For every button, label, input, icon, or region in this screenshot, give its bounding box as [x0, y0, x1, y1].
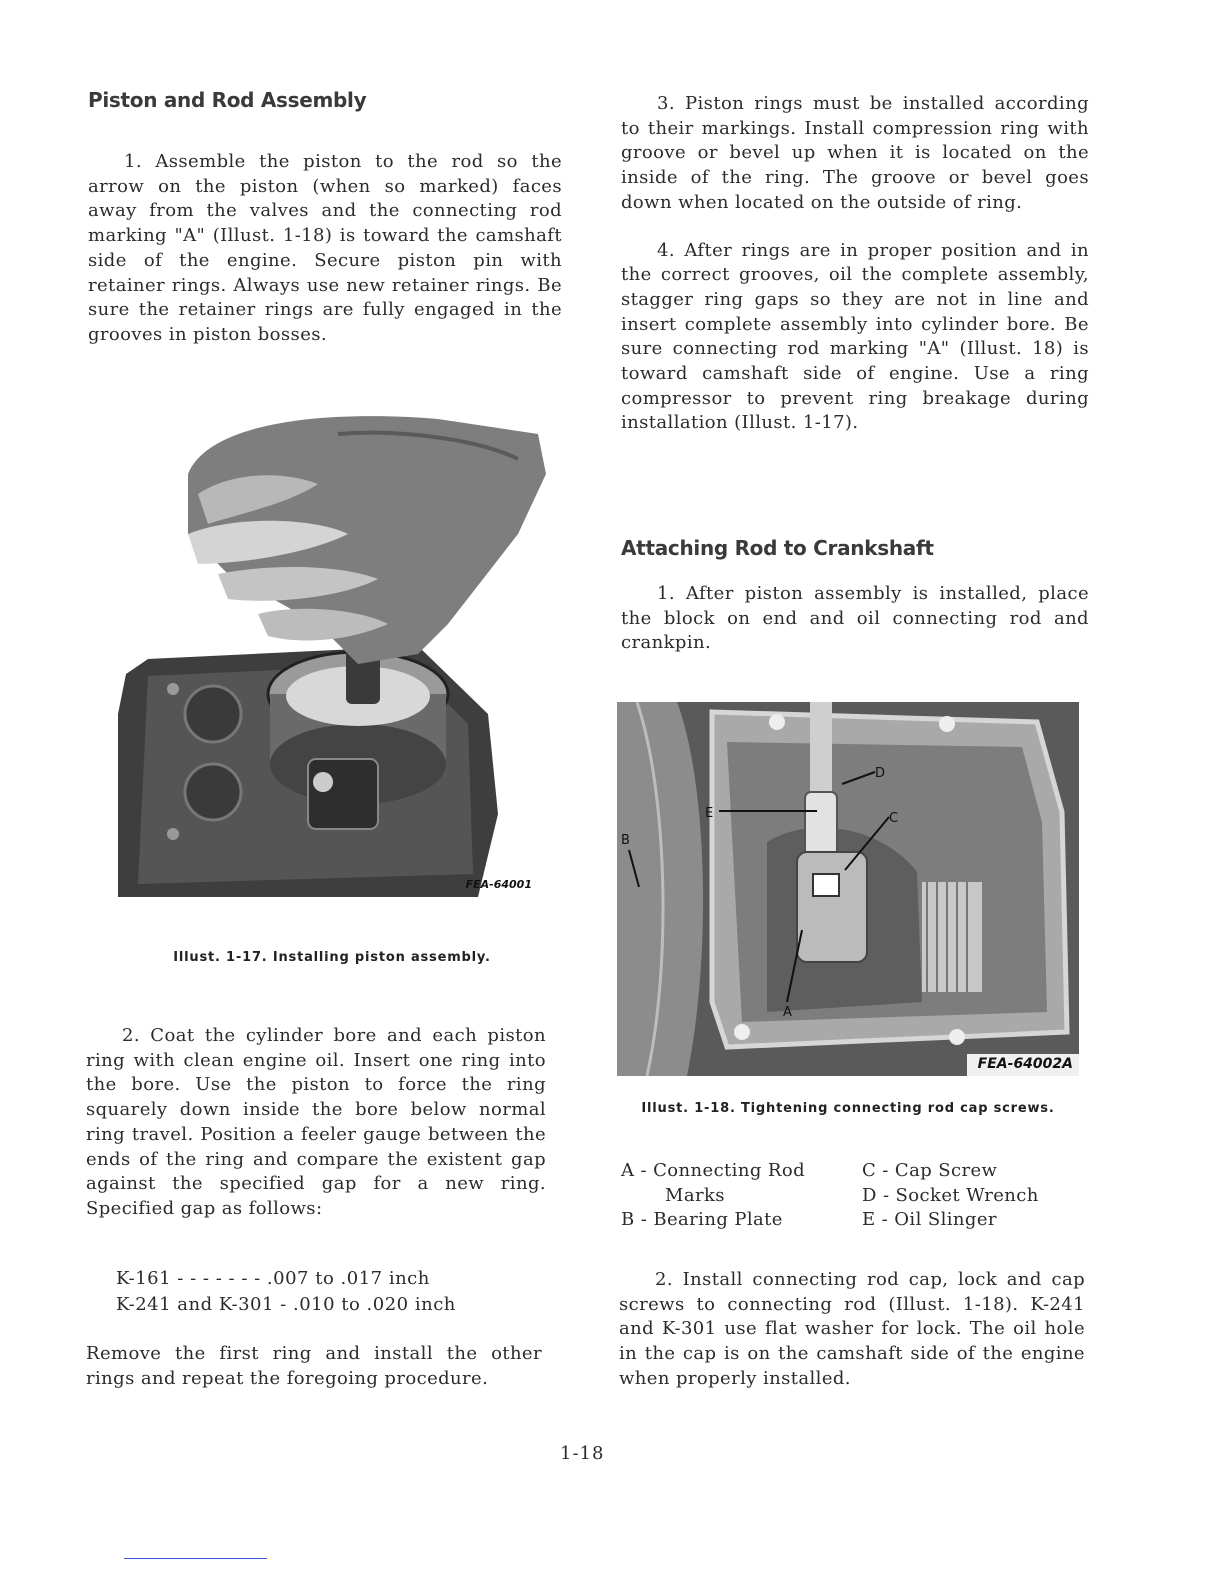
right-column-section — [621, 536, 1089, 656]
figure-id-label-2: FEA-64002A — [977, 1056, 1073, 1072]
callout-e: E — [705, 806, 714, 821]
spec-row-k161: K-161 - - - - - - - .007 to .017 inch — [116, 1268, 430, 1289]
figure-legend-right — [862, 1159, 1039, 1233]
paragraph-step-3: 3. Piston rings must be installed according to their markings. Install compression ring with groove or bevel up when it is located on the inside of the ring. The groove or bevel goes down when located on the outside of ring. — [621, 93, 1089, 213]
figure-id-label: FEA-64001 — [465, 878, 532, 891]
callout-b: B — [621, 833, 630, 848]
paragraph-remove-ring: Remove the first ring and install the other rings and repeat the foregoing procedure. — [86, 1343, 542, 1389]
right-column-final — [619, 1268, 1085, 1392]
legend-a: A - Connecting Rod — [621, 1160, 805, 1181]
legend-a-cont: Marks — [665, 1184, 725, 1206]
left-column-final — [86, 1342, 542, 1391]
crankcase-photo-illustration — [617, 702, 1079, 1076]
paragraph-step-4: 4. After rings are in proper position and in the correct grooves, oil the complete assembly, stagger ring gaps so they are not in line and insert complete assembly into cylinder bore. Be sure connecting rod marking "A" (Illust. 18) is toward camshaft side of engine. Use a ring compressor to prevent ring breakage during installation (Illust. 1-17). — [621, 239, 1089, 434]
left-column-lower — [86, 1024, 546, 1222]
figure-installing-piston — [118, 414, 546, 897]
footer-rule — [124, 1558, 267, 1559]
legend-b: B - Bearing Plate — [621, 1209, 783, 1231]
page-number: 1-18 — [560, 1443, 605, 1464]
paragraph-attach-step-1: 1. After piston assembly is installed, place the block on end and oil connecting rod and crankpin. — [621, 583, 1089, 654]
piston-photo-illustration — [118, 414, 546, 897]
legend-c: C - Cap Screw — [862, 1160, 998, 1181]
figure-caption-1-18: Illust. 1-18. Tightening connecting rod cap screws. — [641, 1101, 1055, 1116]
figure-caption-1-17: Illust. 1-17. Installing piston assembly. — [173, 950, 491, 965]
spec-row-k241: K-241 and K-301 - .010 to .020 inch — [116, 1294, 456, 1315]
paragraph-step-2: 2. Coat the cylinder bore and each piston ring with clean engine oil. Insert one ring into the bore. Use the piston to force the ring squarely down inside the bore below normal ring travel. Position a feeler gauge between the ends of the ring and compare the existent gap against the specified gap for a new ring. Specified gap as follows: — [86, 1025, 546, 1219]
callout-d: D — [875, 766, 886, 781]
paragraph-attach-step-2: 2. Install connecting rod cap, lock and cap screws to connecting rod (Illust. 1-18). K-241 and K-301 use flat washer for lock. The oil hole in the cap is on the camshaft side of the engine when properly installed. — [619, 1269, 1085, 1389]
section-heading-piston-rod: Piston and Rod Assembly — [88, 88, 367, 112]
right-column — [621, 92, 1089, 436]
figure-legend-left — [621, 1159, 805, 1233]
ring-gap-spec — [116, 1266, 456, 1318]
left-column — [88, 88, 562, 348]
callout-a: A — [783, 1005, 792, 1020]
callout-c: C — [889, 811, 899, 826]
legend-e: E - Oil Slinger — [862, 1209, 997, 1231]
section-heading-attaching-rod: Attaching Rod to Crankshaft — [621, 536, 934, 560]
legend-d: D - Socket Wrench — [862, 1184, 1039, 1206]
paragraph-step-1: 1. Assemble the piston to the rod so the arrow on the piston (when so marked) faces away from the valves and the connecting rod marking "A" (Illust. 1-18) is toward the camshaft side of the engine. Secure piston pin with retainer rings. Always use new retainer rings. Be sure the retainer rings are fully engaged in the grooves in piston bosses. — [88, 151, 562, 345]
figure-tightening-cap-screws — [617, 702, 1079, 1076]
